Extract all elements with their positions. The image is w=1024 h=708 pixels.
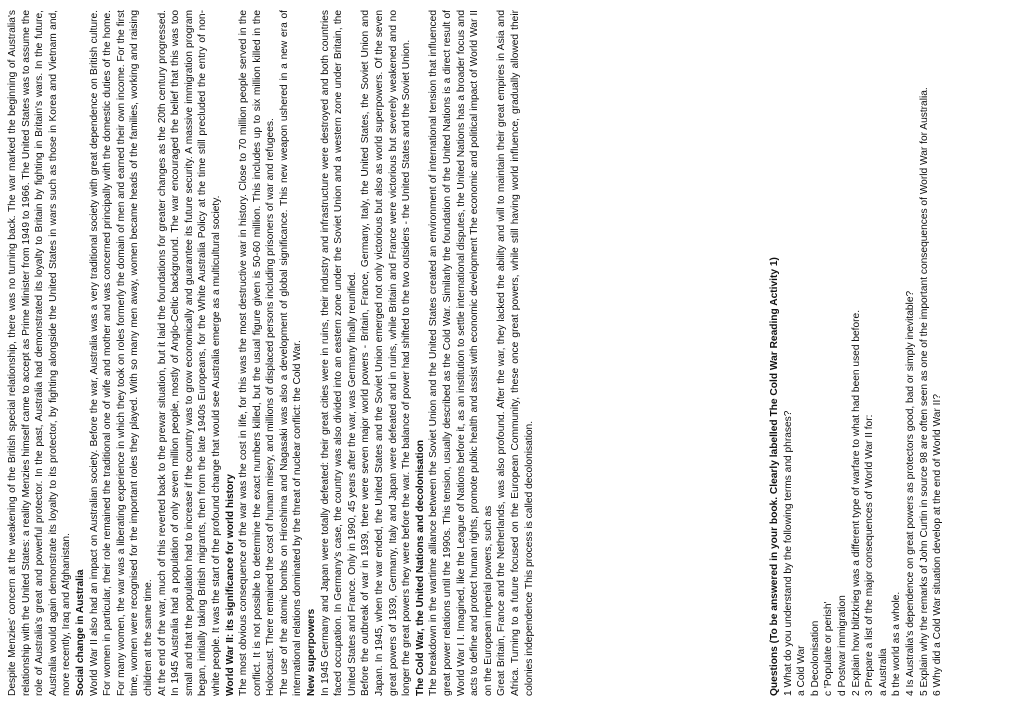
- reading-text: [6, 10, 536, 696]
- world-history-paragraph-2: The use of the atomic bombs on Hiroshima and Nagasaki was also a development of global significance. This new weapon ushered in a new era of international relations dominated by the threat of nuclear conflict: the Cold War.: [278, 10, 304, 696]
- question-3: 3 Prepare a list of the major consequences of World War II for:: [864, 414, 876, 696]
- social-change-paragraph-2: At the end of the war, much of this reverted back to the prewar situation, but it laid the foundations for greater changes as the 20th century progressed. In 1945 Australia had a population of only seven million people, mostly of Anglo-Celtic background. The war encouraged the belief that this was too small and that the population had to increase if the country was to grow economically and guarantee its future security. A massive immigration program began, initially taking British migrants, then from the late 1940s Europeans, for the White Australia Policy at the time still precluded the entry of non-white people. It was the start of the profound change that would see Australia emerge as a multicultural society.: [156, 10, 222, 696]
- question-1d: d Postwar immigration: [836, 595, 848, 696]
- question-1a: a Cold War: [796, 645, 808, 696]
- heading-social-change: Social change in Australia: [74, 569, 86, 696]
- question-4: 4 Is Australia's dependence on great powers as protectors good, bad or simply inevitable?: [904, 290, 916, 696]
- question-1: 1 What do you understand by the following terms and phrases?: [782, 410, 794, 696]
- question-3b: b the world as a whole.: [891, 591, 903, 696]
- question-2: 2 Explain how blitzkrieg was a different type of warfare to what had been used before.: [850, 309, 862, 696]
- question-1b: b Decolonisation: [809, 620, 821, 696]
- question-3a: a Australia: [877, 648, 889, 696]
- question-5: 5 Explain why the remarks of John Curtin in source 98 are often seen as one of the important consequences of World War for Australia.: [918, 87, 930, 696]
- world-history-paragraph-1: The most obvious consequence of the war was the cost in life, for this was the most destructive war in history. Close to 70 million people served in the conflict. It is not possible to determine the exact numbers killed, but the usual figure given is 50-60 million. This includes up to six million killed in the Holocaust. There remained the cost of human misery, and millions of displaced persons including prisoners of war and refugees.: [238, 10, 277, 696]
- heading-world-history: World War II: its significance for world history: [224, 474, 236, 696]
- questions-heading: Questions (To be answered in your book. Clearly labelled The Cold War Reading Activity 1): [769, 257, 780, 696]
- social-change-paragraph-1: World War II also had an impact on Australian society. Before the war, Australia was a very traditional society with great dependence on British culture. For women in particular, their role remained the traditional one of wife and mother and was concerned principally with the domestic duties of the home. For many women, the war was a liberating experience in which they took on roles formerly the domain of men and earned their own income. For the first time, women were recognised for the important roles they played. With so many men away, women became heads of the families, working and raising children at the same time.: [88, 10, 154, 696]
- cold-war-paragraph-2: Great Britain, France and the Netherlands, was also profound. After the war, they lacked the ability and will to maintain their great empires in Asia and Africa. Turning to a future focused on the European Community, these once great powers, while still having world influence, gradually allowed their colonies independence This process is called decolonisation.: [496, 10, 535, 696]
- question-1c: c 'Populate or perish': [823, 601, 835, 696]
- intro-paragraph: Despite Menzies' concern at the weakening of the British special relationship, there was no turning back. The war marked the beginning of Australia's relationship with the United States: a reality Menzies himself came to accept as Prime Minister from 1949 to 1966. The United States was to assume the role of Australia's great and powerful protector. In the past, Australia had demonstrated its loyalty to Britain by fighting in Britain's wars. In the future, Australia would again demonstrate its loyalty to its protector, by fighting alongside the United States in wars such as those in Korea and Vietnam and, more recently, Iraq and Afghanistan.: [7, 10, 73, 696]
- cold-war-paragraph-1: The breakdown in the wartime alliance between the Soviet Union and the United States created an environment of international tension that influenced great power relations until the 1990s. This tension, usually described as the Cold War. Similarly the foundation of the United Nations is a direct result of World War I I. Imagined, like the League of Nations before it, as an institution to settle international disputes, the United Nations has a broader focus and acts to define and protect human rights, promote public health and assist with economic development The economic and political impact of World War II on the European imperial powers, such as: [428, 10, 494, 696]
- superpowers-paragraph-2: Before the outbreak of war in 1939, there were seven major world powers - Britain, France, Germany, Italy, the United States, the Soviet Union and Japan. In 1945, when the war ended, the United States and the Soviet Union emerged not only victorious but also as world superpowers. Of the seven great powers of 1939, Germany, Italy and Japan were defeated and in ruins, while Britain and France were victorious but severely weakened and no longer the great powers they were before the war. The balance of power had shifted to the two outsiders - the United States and the Soviet Union.: [360, 10, 413, 696]
- questions-section: [768, 10, 945, 696]
- question-6: 6 Why did a Cold War situation develop at the end of World War II?: [932, 394, 944, 696]
- heading-cold-war-un: The Cold War, the United Nations and decolonisation: [414, 439, 426, 696]
- superpowers-paragraph-1: In 1945 Germany and Japan were totally defeated: their great cities were in ruins, their industry and infrastructure were destroyed and both countries faced occupation. In Germany's case, the country was also divided into an eastern zone under the Soviet Union and a western zone under Britain, the United States and France. Only in 1990, 45 years after the war, was Germany finally reunified.: [319, 10, 358, 696]
- heading-new-superpowers: New superpowers: [306, 608, 318, 696]
